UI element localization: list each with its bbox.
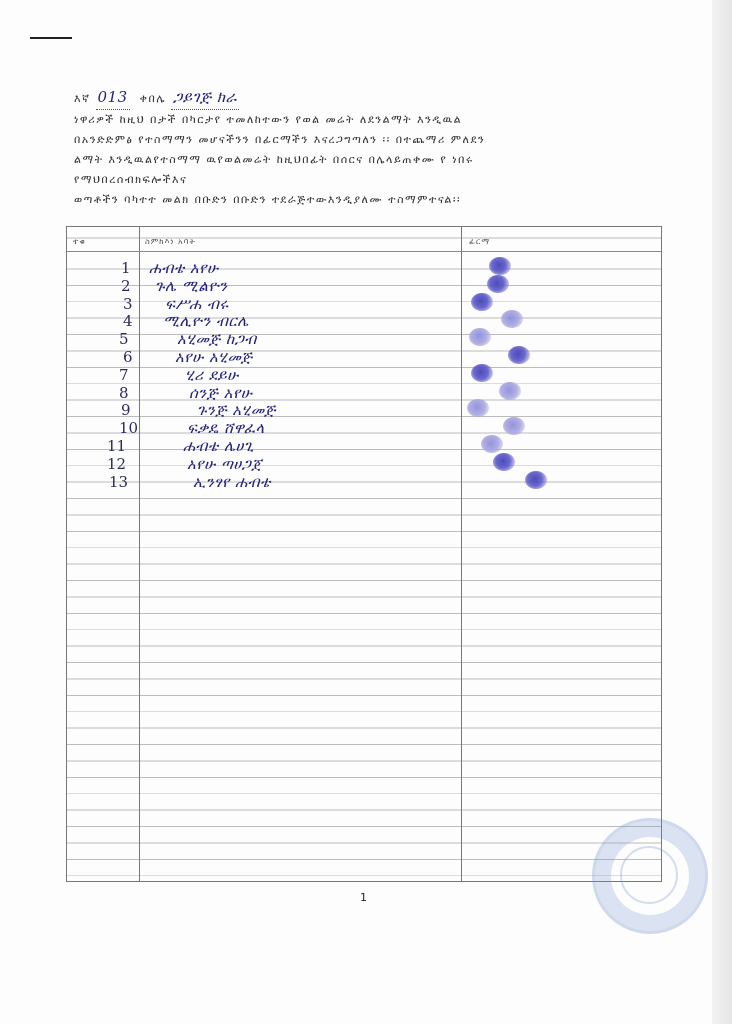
thumbprint-signature bbox=[487, 275, 509, 293]
thumbprint-signature bbox=[508, 346, 530, 364]
top-mark bbox=[30, 37, 72, 39]
table-row bbox=[67, 259, 661, 277]
intro-line-6: ወጣቶችን ባካተተ መልክ በቡድን በቡድን ተደራጅተውእንዲያለሙ ተስማምተናል፡፡ bbox=[74, 193, 462, 206]
signatory-name: ሰንጅ አየሁ bbox=[189, 383, 253, 402]
row-number: 9 bbox=[121, 401, 131, 420]
table-row bbox=[67, 419, 661, 437]
row-number: 6 bbox=[123, 347, 133, 366]
table-row bbox=[67, 312, 661, 330]
signatory-name: ሚሊዮን ብርሌ bbox=[163, 312, 249, 331]
intro-prefix: እኛ bbox=[74, 92, 91, 105]
signatory-name: ፍሥሐ ብሩ bbox=[165, 294, 229, 313]
table-row bbox=[67, 277, 661, 295]
signatory-name: ሂሪ ደይሁ bbox=[185, 365, 239, 384]
intro-line-2: ነዋሪዎች ከዚህ በታች በካርታየ ተመለከተውን የወል መሬት ለደንልማት እንዲዉል bbox=[74, 113, 463, 126]
page-number: 1 bbox=[360, 891, 367, 904]
signatory-name: ሐብቴ ሌሀጊ bbox=[183, 436, 254, 455]
signatory-name: ጉሌ ሚልዮን bbox=[155, 276, 228, 295]
header-rule bbox=[67, 251, 661, 252]
thumbprint-signature bbox=[493, 453, 515, 471]
row-number: 5 bbox=[119, 330, 129, 349]
table-row bbox=[67, 384, 661, 402]
intro-line-3: በአንድድምፅ የተስማማን መሆናችንን በፊርማችን እናረጋግጣለን ፡፡ በተጨማሪ ምለደን bbox=[74, 133, 486, 146]
official-stamp bbox=[592, 818, 708, 934]
thumbprint-signature bbox=[467, 399, 489, 417]
row-number: 1 bbox=[121, 259, 131, 277]
thumbprint-signature bbox=[471, 364, 493, 382]
intro-line-5: የማህበረሰብክፍሎችእና bbox=[74, 173, 188, 186]
row-number: 7 bbox=[119, 365, 129, 384]
table-row bbox=[67, 401, 661, 419]
row-number: 11 bbox=[107, 436, 127, 455]
signatory-name: አሂመጅ ከጋብ bbox=[177, 330, 257, 349]
header-number: ተቁ bbox=[73, 237, 86, 246]
header-signature: ፊርማ bbox=[469, 237, 491, 246]
signatory-name: ሐብቴ አየሁ bbox=[149, 259, 219, 277]
row-number: 4 bbox=[123, 312, 133, 331]
thumbprint-signature bbox=[499, 382, 521, 400]
signatory-name: ጉንጅ አሂመጅ bbox=[197, 401, 276, 420]
intro-statement bbox=[74, 87, 634, 210]
signatory-name: አየሁ አሂመጅ bbox=[175, 347, 253, 366]
table-row bbox=[67, 437, 661, 455]
signatory-name: ኢንፃየ ሐብቴ bbox=[193, 472, 271, 491]
stamp-inner-ring bbox=[620, 846, 678, 904]
thumbprint-signature bbox=[525, 471, 547, 489]
page-edge bbox=[712, 0, 732, 1024]
row-number: 10 bbox=[119, 419, 139, 438]
row-number: 12 bbox=[107, 454, 127, 473]
intro-line-4: ልማት እንዲዉልየተስማማ ዉየወልመሬት ከዚህበፊት በሰርና በሌላይጠቀሙ የ ነበሩ bbox=[74, 153, 474, 166]
row-number: 2 bbox=[121, 276, 131, 295]
table-row bbox=[67, 366, 661, 384]
row-number: 3 bbox=[123, 294, 133, 313]
table-rows bbox=[67, 259, 661, 490]
table-row bbox=[67, 330, 661, 348]
signatory-name: አየሁ ጣሀጋጀ bbox=[187, 454, 262, 473]
table-row bbox=[67, 348, 661, 366]
intro-line-1 bbox=[74, 87, 634, 110]
signatory-name: ፍቃዴ ሸዋፈላ bbox=[187, 419, 265, 438]
table-row bbox=[67, 295, 661, 313]
header-name: ስምከእነ አባት bbox=[145, 237, 196, 246]
thumbprint-signature bbox=[481, 435, 503, 453]
row-number: 8 bbox=[119, 383, 129, 402]
table-row bbox=[67, 473, 661, 491]
thumbprint-signature bbox=[469, 328, 491, 346]
thumbprint-signature bbox=[489, 257, 511, 275]
thumbprint-signature bbox=[501, 310, 523, 328]
table-row bbox=[67, 455, 661, 473]
intro-kebele-label: ቀበሌ bbox=[139, 92, 167, 105]
signature-table bbox=[66, 226, 662, 882]
place-name: ጋይገጅ ክራ bbox=[173, 88, 237, 106]
thumbprint-signature bbox=[503, 417, 525, 435]
thumbprint-signature bbox=[471, 293, 493, 311]
kebele-number: 013 bbox=[97, 88, 128, 106]
row-number: 13 bbox=[109, 472, 129, 491]
